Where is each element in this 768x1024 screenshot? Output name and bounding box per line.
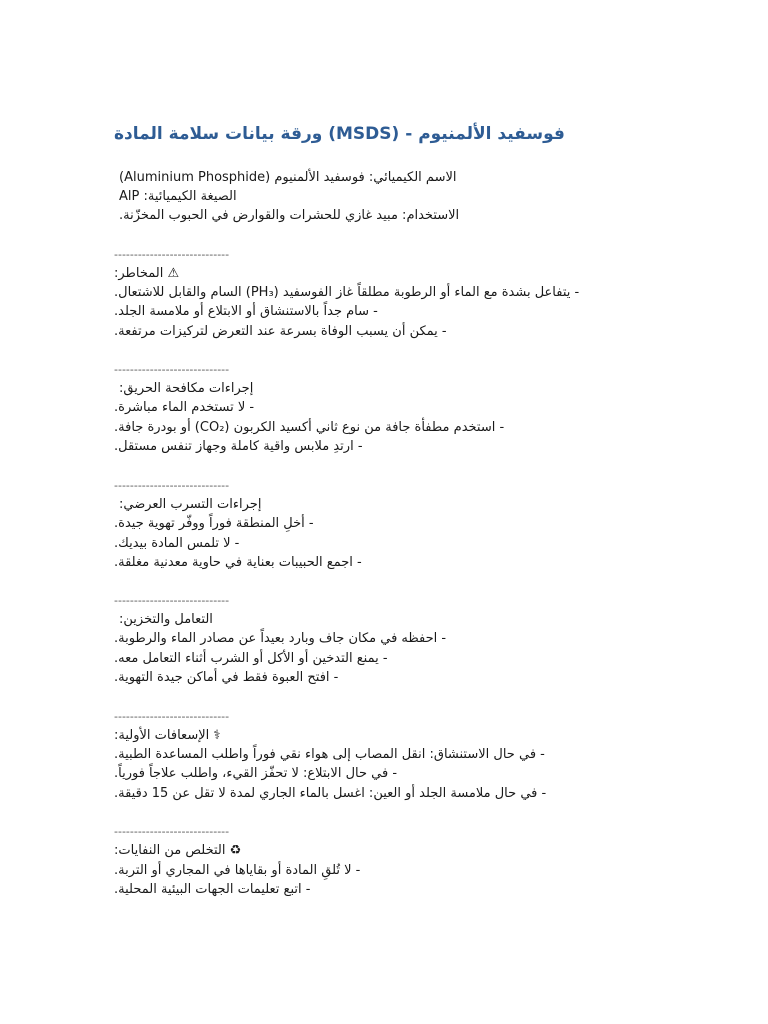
spill-heading: إجراءات التسرب العرضي:: [119, 497, 262, 512]
section-separator: -----------------------------: [114, 479, 230, 492]
first-aid-item: - في حال ملامسة الجلد أو العين: اغسل بالماء الجاري لمدة لا تقل عن 15 دقيقة.: [114, 786, 547, 801]
spill-item: - اجمع الحبيبات بعناية في حاوية معدنية مغلقة.: [114, 555, 362, 570]
firefighting-heading: إجراءات مكافحة الحريق:: [119, 381, 254, 396]
hazards-heading: ⚠ المخاطر:: [114, 266, 180, 281]
firefighting-item: - لا تستخدم الماء مباشرة.: [114, 400, 255, 415]
section-separator: -----------------------------: [114, 363, 230, 376]
section-separator: -----------------------------: [114, 248, 230, 261]
disposal-heading: ♻ التخلص من النفايات:: [114, 843, 242, 858]
first-aid-heading: ⚕ الإسعافات الأولية:: [114, 728, 221, 743]
page-title: فوسفيد الألمنيوم - (MSDS) ورقة بيانات سلامة المادة: [114, 124, 565, 144]
chemical-formula-line: الصيغة الكيميائية: AlP: [119, 189, 237, 204]
first-aid-item: - في حال الاستنشاق: انقل المصاب إلى هواء نقي فوراً واطلب المساعدة الطبية.: [114, 747, 545, 762]
disposal-item: - لا تُلقِ المادة أو بقاياها في المجاري أو التربة.: [114, 863, 361, 878]
usage-line: الاستخدام: مبيد غازي للحشرات والقوارض في الحبوب المخزّنة.: [119, 208, 460, 223]
first-aid-item: - في حال الابتلاع: لا تحفّز القيء، واطلب علاجاً فورياً.: [114, 766, 398, 781]
firefighting-item: - ارتدِ ملابس واقية كاملة وجهاز تنفس مستقل.: [114, 439, 363, 454]
hazards-item: - يمكن أن يسبب الوفاة بسرعة عند التعرض لتركيزات مرتفعة.: [114, 324, 447, 339]
handling-item: - افتح العبوة فقط في أماكن جيدة التهوية.: [114, 670, 339, 685]
handling-item: - يمنع التدخين أو الأكل أو الشرب أثناء التعامل معه.: [114, 651, 388, 666]
spill-item: - أخلِ المنطقة فوراً ووفّر تهوية جيدة.: [114, 516, 314, 531]
disposal-item: - اتبع تعليمات الجهات البيئية المحلية.: [114, 882, 311, 897]
section-separator: -----------------------------: [114, 594, 230, 607]
hazards-item: - يتفاعل بشدة مع الماء أو الرطوبة مطلقاً غاز الفوسفيد (PH₃) السام والقابل للاشتعال.: [114, 285, 580, 300]
handling-item: - احفظه في مكان جاف وبارد بعيداً عن مصادر الماء والرطوبة.: [114, 631, 447, 646]
spill-item: - لا تلمس المادة بيديك.: [114, 536, 240, 551]
handling-heading: التعامل والتخزين:: [119, 612, 213, 627]
msds-page: [114, 0, 674, 1024]
hazards-item: - سام جداً بالاستنشاق أو الابتلاع أو ملامسة الجلد.: [114, 304, 378, 319]
section-separator: -----------------------------: [114, 825, 230, 838]
firefighting-item: - استخدم مطفأة جافة من نوع ثاني أكسيد الكربون (CO₂) أو بودرة جافة.: [114, 420, 505, 435]
chemical-name-line: الاسم الكيميائي: فوسفيد الألمنيوم (Aluminium Phosphide): [119, 170, 457, 185]
section-separator: -----------------------------: [114, 710, 230, 723]
